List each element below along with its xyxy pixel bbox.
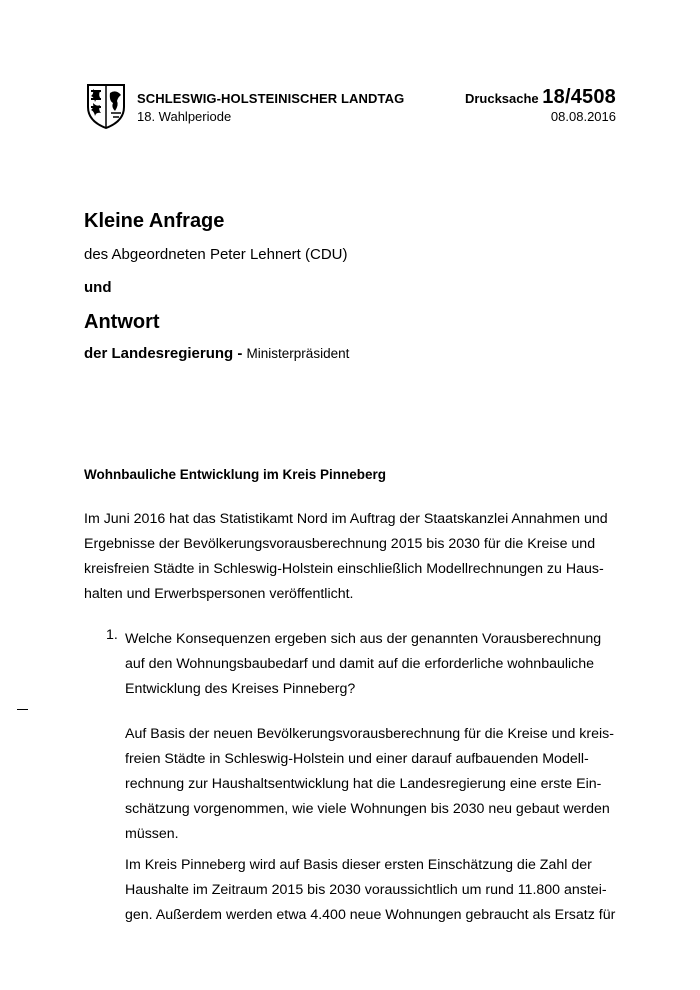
heading-kleine-anfrage: Kleine Anfrage bbox=[84, 210, 225, 232]
und-line: und bbox=[84, 279, 112, 296]
coat-of-arms-icon bbox=[86, 83, 126, 129]
answer-line: Haushalte im Zeitraum 2015 bis 2030 voraussichtlich um rund 11.800 anstei- bbox=[125, 882, 607, 898]
landesregierung-label: der Landesregierung - bbox=[84, 345, 243, 362]
intro-line: halten und Erwerbspersonen veröffentlicht. bbox=[84, 586, 354, 602]
organization-name: SCHLESWIG-HOLSTEINISCHER LANDTAG bbox=[137, 91, 405, 106]
answer-line: freien Städte in Schleswig-Holstein und einer darauf aufbauenden Modell- bbox=[125, 751, 589, 767]
document-date: 08.08.2016 bbox=[550, 109, 616, 124]
question-line: Welche Konsequenzen ergeben sich aus der genannten Vorausberechnung bbox=[125, 631, 602, 647]
subject-heading: Wohnbauliche Entwicklung im Kreis Pinneberg bbox=[84, 467, 387, 482]
questioner-line: des Abgeordneten Peter Lehnert (CDU) bbox=[84, 246, 348, 263]
question-line: Entwicklung des Kreises Pinneberg? bbox=[125, 681, 356, 697]
answer-line: schätzung vorgenommen, wie viele Wohnungen bis 2030 neu gebaut werden bbox=[125, 801, 610, 817]
answer-line: Auf Basis der neuen Bevölkerungsvorausberechnung für die Kreise und kreis- bbox=[125, 726, 614, 742]
drucksache-reference bbox=[465, 86, 616, 109]
answer-line: rechnung zur Haushaltsentwicklung hat die Landesregierung eine erste Ein- bbox=[125, 776, 602, 792]
intro-paragraph bbox=[84, 507, 624, 607]
intro-line: kreisfreien Städte in Schleswig-Holstein einschließlich Modellrechnungen zu Haus- bbox=[84, 561, 604, 577]
question-number: 1. bbox=[106, 627, 118, 643]
answer-paragraph-1 bbox=[125, 722, 625, 847]
heading-antwort: Antwort bbox=[84, 311, 160, 333]
question-line: auf den Wohnungsbaubedarf und damit auf die erforderliche wohnbauliche bbox=[125, 656, 595, 672]
intro-line: Im Juni 2016 hat das Statistikamt Nord im Auftrag der Staatskanzlei Annahmen und bbox=[84, 511, 608, 527]
intro-line: Ergebnisse der Bevölkerungsvorausberechnung 2015 bis 2030 für die Kreise und bbox=[84, 536, 596, 552]
answer-line: Im Kreis Pinneberg wird auf Basis dieser ersten Einschätzung die Zahl der bbox=[125, 857, 592, 873]
margin-mark bbox=[17, 709, 28, 710]
ministry-label: Ministerpräsident bbox=[246, 346, 350, 361]
answer-paragraph-2 bbox=[125, 853, 625, 928]
answer-line: gen. Außerdem werden etwa 4.400 neue Wohnungen gebraucht als Ersatz für bbox=[125, 907, 616, 923]
answer-line: müssen. bbox=[125, 826, 179, 842]
question-text bbox=[125, 627, 625, 702]
respondent-line bbox=[84, 345, 349, 362]
drucksache-label: Drucksache bbox=[464, 91, 539, 106]
legislative-period: 18. Wahlperiode bbox=[137, 109, 232, 124]
drucksache-number: 18/4508 bbox=[542, 86, 616, 108]
